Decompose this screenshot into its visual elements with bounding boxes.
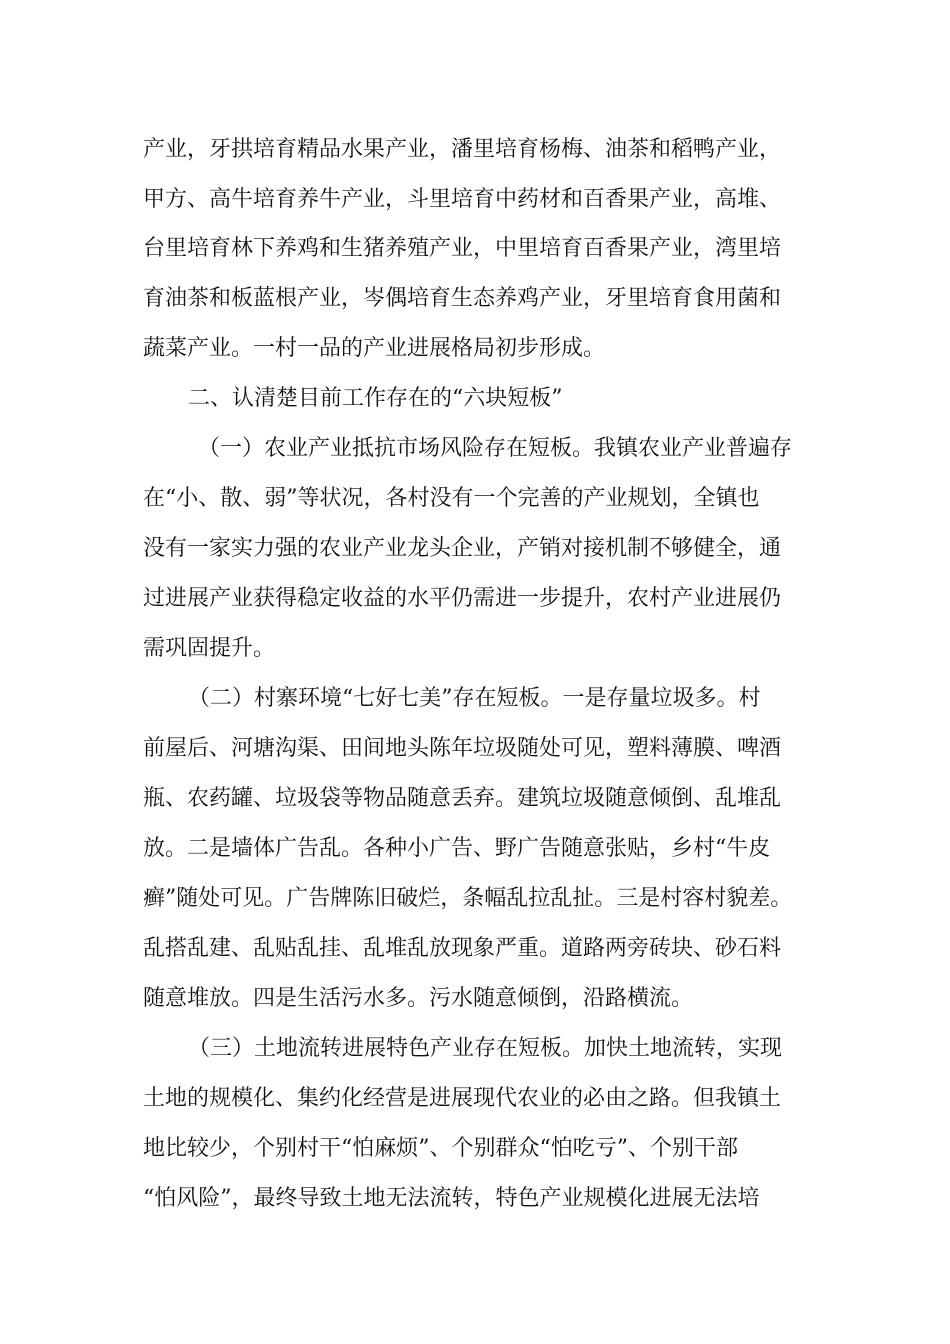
text-line: 乱搭乱建、乱贴乱挂、乱堆乱放现象严重。道路两旁砖块、砂石料 [143, 936, 782, 961]
text-line: “怕风险”，最终导致土地无法流转，特色产业规模化进展无法培 [143, 1186, 760, 1211]
text-line: 台里培育林下养鸡和生猪养殖产业，中里培育百香果产业，湾里培 [143, 236, 782, 261]
text-line: 在“小、散、弱”等状况，各村没有一个完善的产业规划，全镇也 [143, 486, 760, 511]
section-heading: 二、认清楚目前工作存在的“六块短板” [188, 386, 563, 411]
text-line: 过进展产业获得稳定收益的水平仍需进一步提升，农村产业进展仍 [143, 586, 782, 611]
text-line: 育油茶和板蓝根产业，岑偶培育生态养鸡产业，牙里培育食用菌和 [143, 286, 782, 311]
text-line: 甲方、高牛培育养牛产业，斗里培育中药材和百香果产业，高堆、 [143, 187, 782, 212]
text-line: 瓶、农药罐、垃圾袋等物品随意丢弃。建筑垃圾随意倾倒、乱堆乱 [143, 786, 782, 811]
text-line: 蔬菜产业。一村一品的产业进展格局初步形成。 [143, 336, 606, 361]
text-line: 需巩固提升。 [143, 636, 276, 661]
text-line: 放。二是墙体广告乱。各种小广告、野广告随意张贴，乡村“牛皮 [143, 836, 771, 861]
text-line: 癣”随处可见。广告牌陈旧破烂，条幅乱拉乱扯。三是村容村貌差。 [143, 886, 793, 911]
text-line: 产业，牙拱培育精品水果产业，潘里培育杨梅、油茶和稻鸭产业， [143, 137, 782, 162]
text-line: 土地的规模化、集约化经营是进展现代农业的必由之路。但我镇土 [143, 1086, 782, 1111]
text-line: 前屋后、河塘沟渠、田间地头陈年垃圾随处可见，塑料薄膜、啤酒 [143, 736, 782, 761]
text-line: 随意堆放。四是生活污水多。污水随意倾倒，沿路横流。 [143, 986, 694, 1011]
text-line: 地比较少，个别村干“怕麻烦”、个别群众“怕吃亏”、个别干部 [143, 1136, 738, 1161]
text-line: 没有一家实力强的农业产业龙头企业，产销对接机制不够健全，通 [143, 536, 782, 561]
text-line: （二）村寨环境“七好七美”存在短板。一是存量垃圾多。村 [188, 686, 761, 711]
text-line: （一）农业产业抵抗市场风险存在短板。我镇农业产业普遍存 [198, 436, 793, 461]
text-line: （三）土地流转进展特色产业存在短板。加快土地流转，实现 [188, 1036, 783, 1061]
